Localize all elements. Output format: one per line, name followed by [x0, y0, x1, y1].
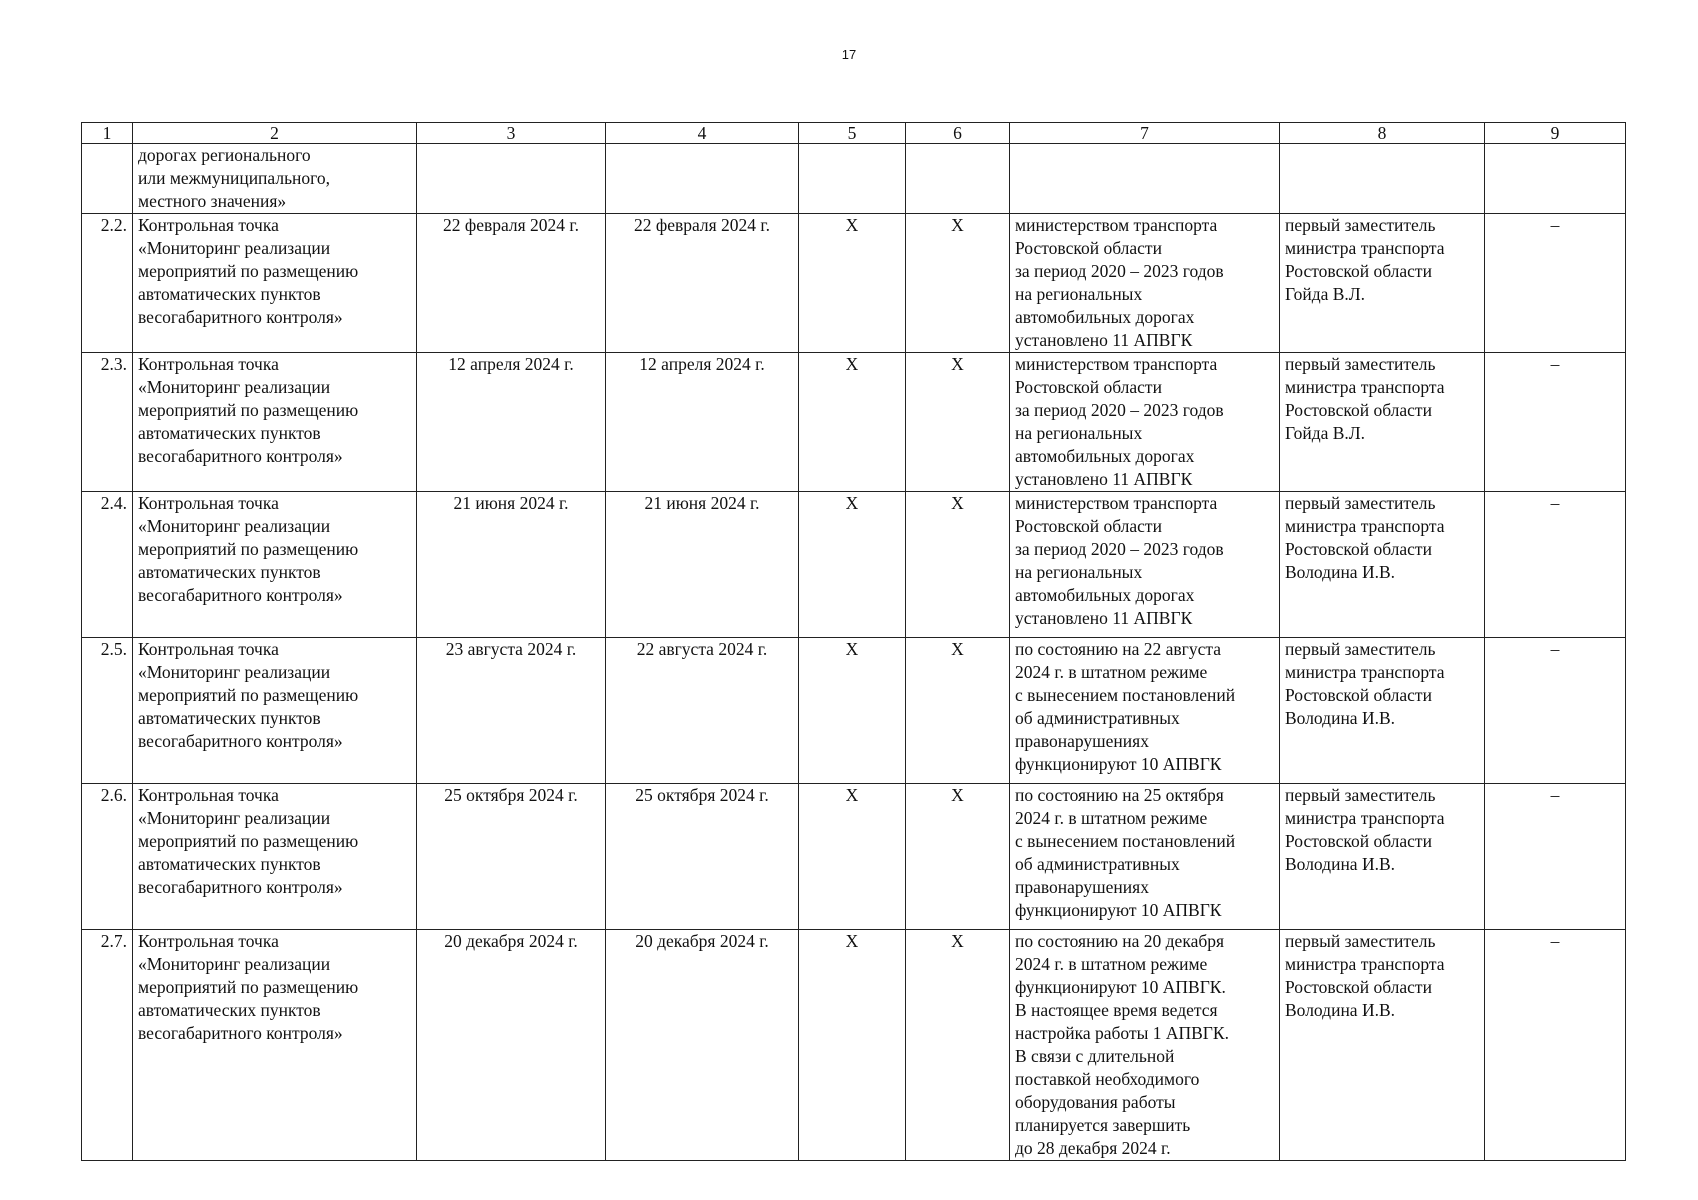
responsible-person: первый заместитель министра транспорта Ростовской области Володина И.В.	[1280, 784, 1485, 930]
planned-date: 12 апреля 2024 г.	[417, 353, 606, 492]
column-number-6: 6	[906, 123, 1010, 144]
note: –	[1485, 638, 1626, 784]
actual-date: 12 апреля 2024 г.	[606, 353, 799, 492]
status-description: по состоянию на 25 октября 2024 г. в штатном режиме с вынесением постановлений об административных правонарушениях функционируют 10 АПВГК	[1010, 784, 1280, 930]
column-5-value: Х	[799, 638, 906, 784]
row-number	[82, 144, 133, 214]
control-point-name: Контрольная точка «Мониторинг реализации мероприятий по размещению автоматических пунктов весогабаритного контроля»	[133, 638, 417, 784]
actual-date	[606, 144, 799, 214]
column-6-value: Х	[906, 492, 1010, 638]
column-6-value: Х	[906, 214, 1010, 353]
column-5-value: Х	[799, 214, 906, 353]
status-description: по состоянию на 22 августа 2024 г. в штатном режиме с вынесением постановлений об административных правонарушениях функционируют 10 АПВГК	[1010, 638, 1280, 784]
column-5-value	[799, 144, 906, 214]
actual-date: 20 декабря 2024 г.	[606, 930, 799, 1161]
table-row	[82, 492, 1626, 638]
table-row	[82, 784, 1626, 930]
actual-date: 25 октября 2024 г.	[606, 784, 799, 930]
column-number-8: 8	[1280, 123, 1485, 144]
column-number-5: 5	[799, 123, 906, 144]
note: –	[1485, 353, 1626, 492]
actual-date: 22 августа 2024 г.	[606, 638, 799, 784]
responsible-person: первый заместитель министра транспорта Ростовской области Гойда В.Л.	[1280, 353, 1485, 492]
column-number-2: 2	[133, 123, 417, 144]
planned-date: 22 февраля 2024 г.	[417, 214, 606, 353]
responsible-person: первый заместитель министра транспорта Ростовской области Володина И.В.	[1280, 930, 1485, 1161]
status-description: по состоянию на 20 декабря 2024 г. в штатном режиме функционируют 10 АПВГК. В настоящее время ведется настройка работы 1 АПВГК. В связи с длительной поставкой необходимого оборудования работы планируется завершить до 28 декабря 2024 г.	[1010, 930, 1280, 1161]
column-6-value	[906, 144, 1010, 214]
note: –	[1485, 214, 1626, 353]
planned-date: 20 декабря 2024 г.	[417, 930, 606, 1161]
control-point-name: Контрольная точка «Мониторинг реализации мероприятий по размещению автоматических пунктов весогабаритного контроля»	[133, 930, 417, 1161]
row-number: 2.5.	[82, 638, 133, 784]
page-number: 17	[841, 47, 857, 62]
row-number: 2.3.	[82, 353, 133, 492]
column-5-value: Х	[799, 492, 906, 638]
responsible-person: первый заместитель министра транспорта Ростовской области Володина И.В.	[1280, 638, 1485, 784]
column-6-value: Х	[906, 930, 1010, 1161]
control-point-name: Контрольная точка «Мониторинг реализации мероприятий по размещению автоматических пунктов весогабаритного контроля»	[133, 784, 417, 930]
responsible-person: первый заместитель министра транспорта Ростовской области Володина И.В.	[1280, 492, 1485, 638]
column-5-value: Х	[799, 784, 906, 930]
actual-date: 22 февраля 2024 г.	[606, 214, 799, 353]
column-6-value: Х	[906, 353, 1010, 492]
status-description: министерством транспорта Ростовской области за период 2020 – 2023 годов на региональных автомобильных дорогах установлено 11 АПВГК	[1010, 353, 1280, 492]
table-row	[82, 930, 1626, 1161]
column-5-value: Х	[799, 930, 906, 1161]
column-number-row	[82, 123, 1626, 144]
control-point-name: Контрольная точка «Мониторинг реализации мероприятий по размещению автоматических пунктов весогабаритного контроля»	[133, 214, 417, 353]
table-row	[82, 353, 1626, 492]
column-number-1: 1	[82, 123, 133, 144]
column-6-value: Х	[906, 784, 1010, 930]
status-description: министерством транспорта Ростовской области за период 2020 – 2023 годов на региональных автомобильных дорогах установлено 11 АПВГК	[1010, 492, 1280, 638]
column-6-value: Х	[906, 638, 1010, 784]
planned-date: 25 октября 2024 г.	[417, 784, 606, 930]
control-points-table	[81, 122, 1626, 1161]
responsible-person: первый заместитель министра транспорта Ростовской области Гойда В.Л.	[1280, 214, 1485, 353]
column-number-7: 7	[1010, 123, 1280, 144]
note: –	[1485, 784, 1626, 930]
row-number: 2.6.	[82, 784, 133, 930]
table-row-continuation	[82, 144, 1626, 214]
control-point-name: Контрольная точка «Мониторинг реализации мероприятий по размещению автоматических пунктов весогабаритного контроля»	[133, 492, 417, 638]
control-point-name: Контрольная точка «Мониторинг реализации мероприятий по размещению автоматических пунктов весогабаритного контроля»	[133, 353, 417, 492]
planned-date: 21 июня 2024 г.	[417, 492, 606, 638]
table-row	[82, 638, 1626, 784]
note	[1485, 144, 1626, 214]
control-point-name: дорогах регионального или межмуниципального, местного значения»	[133, 144, 417, 214]
actual-date: 21 июня 2024 г.	[606, 492, 799, 638]
column-number-9: 9	[1485, 123, 1626, 144]
status-description	[1010, 144, 1280, 214]
responsible-person	[1280, 144, 1485, 214]
row-number: 2.7.	[82, 930, 133, 1161]
note: –	[1485, 930, 1626, 1161]
planned-date	[417, 144, 606, 214]
column-5-value: Х	[799, 353, 906, 492]
planned-date: 23 августа 2024 г.	[417, 638, 606, 784]
column-number-4: 4	[606, 123, 799, 144]
status-description: министерством транспорта Ростовской области за период 2020 – 2023 годов на региональных автомобильных дорогах установлено 11 АПВГК	[1010, 214, 1280, 353]
table-row	[82, 214, 1626, 353]
column-number-3: 3	[417, 123, 606, 144]
row-number: 2.4.	[82, 492, 133, 638]
row-number: 2.2.	[82, 214, 133, 353]
note: –	[1485, 492, 1626, 638]
